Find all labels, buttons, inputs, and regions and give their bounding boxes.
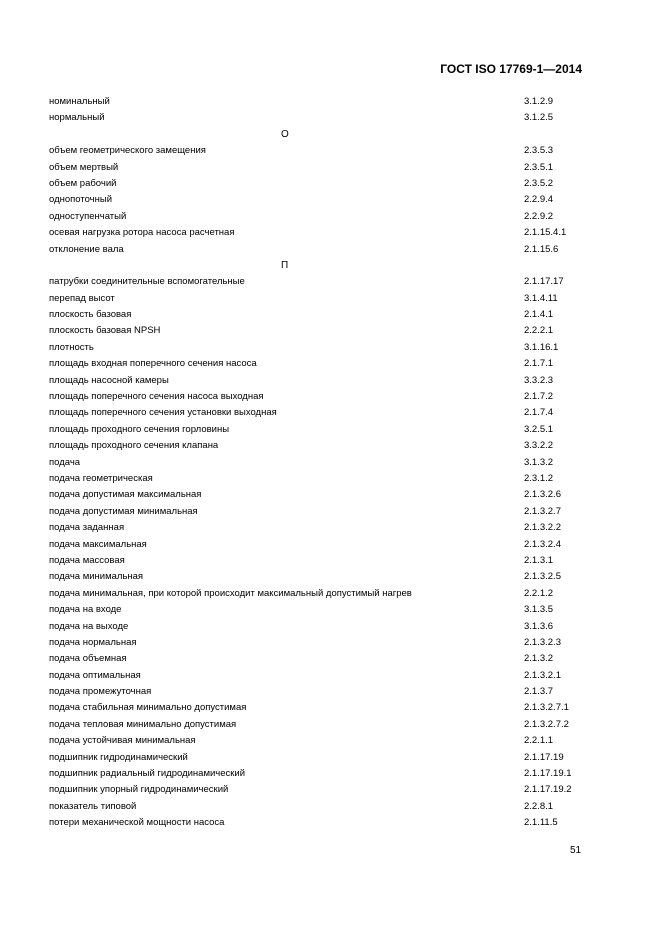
index-reference-number: 2.1.3.2.1: [524, 669, 561, 681]
index-entry: [49, 176, 589, 192]
index-term: подача минимальная: [49, 571, 144, 583]
index-term: патрубки соединительные вспомогательные: [49, 276, 245, 288]
index-entry: [49, 471, 589, 487]
index-term: объем геометрического замещения: [49, 145, 206, 157]
index-term: объем мертвый: [49, 161, 119, 173]
index-reference-number: 2.1.17.19.1: [524, 768, 572, 780]
index-term: подача на входе: [49, 604, 122, 616]
index-term: объем рабочий: [49, 177, 117, 189]
index-reference-number: 3.1.3.5: [524, 604, 554, 616]
index-reference-number: 2.1.3.2.5: [524, 571, 561, 583]
index-reference-number: 2.1.15.6: [524, 243, 559, 255]
index-term: подача устойчивая минимальная: [49, 735, 196, 747]
index-reference-number: 2.1.3.7: [524, 686, 554, 698]
index-term: площадь поперечного сечения установки выходная: [49, 407, 277, 419]
index-entry: [49, 700, 589, 716]
index-entry: [49, 110, 589, 126]
index-reference-number: 2.1.3.2.7.1: [524, 702, 569, 714]
index-reference-number: 2.3.5.1: [524, 161, 554, 173]
index-reference-number: 2.1.4.1: [524, 309, 554, 321]
index-term: площадь проходного сечения горловины: [49, 423, 230, 435]
index-entry: [49, 225, 589, 241]
index-entry: [49, 586, 589, 602]
index-reference-number: 3.3.2.2: [524, 440, 554, 452]
index-term: потери механической мощности насоса: [49, 817, 225, 829]
index-entry: [49, 684, 589, 700]
index-reference-number: 2.1.3.2.7.2: [524, 718, 569, 730]
index-term: площадь входная поперечного сечения насоса: [49, 358, 257, 370]
index-term: однопоточный: [49, 194, 113, 206]
index-term: перепад высот: [49, 292, 115, 304]
index-term: номинальный: [49, 96, 110, 107]
index-term: площадь поперечного сечения насоса выходная: [49, 391, 264, 403]
index-entry: [49, 520, 589, 536]
index-entry: [49, 651, 589, 667]
index-entry: [49, 373, 589, 389]
index-term: подача минимальная, при которой происходит максимальный допустимый нагрев: [49, 587, 412, 599]
index-term: одноступенчатый: [49, 210, 127, 222]
index-entry: [49, 569, 589, 585]
index-entry: [49, 782, 589, 798]
index-entry: [49, 766, 589, 782]
index-reference-number: 3.1.4.11: [524, 292, 558, 304]
index-reference-number: 2.3.5.2: [524, 177, 554, 189]
index-reference-number: 2.1.11.5: [524, 817, 558, 829]
index-reference-number: 2.1.7.2: [524, 391, 554, 403]
index-reference-number: 2.1.3.2.3: [524, 636, 561, 648]
index-entry: [49, 405, 589, 421]
index-reference-number: 3.1.3.6: [524, 620, 554, 632]
index-reference-number: 3.1.16.1: [524, 341, 559, 353]
index-reference-number: 2.2.8.1: [524, 800, 554, 812]
index-entry: [49, 733, 589, 749]
index-entry: [49, 668, 589, 684]
index-reference-number: 2.1.3.2.2: [524, 522, 561, 534]
index-entry: [49, 750, 589, 766]
index-entry: [49, 356, 589, 372]
index-entry: [49, 323, 589, 339]
index-reference-number: 2.1.15.4.1: [524, 227, 567, 239]
index-term: подача допустимая минимальная: [49, 505, 198, 517]
index-letter-heading: [49, 127, 589, 143]
index-term: площадь насосной камеры: [49, 374, 169, 386]
index-entry: [49, 635, 589, 651]
index-reference-number: 2.3.5.3: [524, 145, 554, 157]
index-reference-number: 3.1.3.2: [524, 456, 554, 468]
index-entry: [49, 815, 589, 831]
index-term: нормальный: [49, 112, 105, 124]
index-entry: [49, 209, 589, 225]
index-term: подача объемная: [49, 653, 127, 665]
index-reference-number: 2.1.3.1: [524, 554, 554, 566]
index-reference-number: 2.1.17.17: [524, 276, 564, 288]
index-term: подшипник радиальный гидродинамический: [49, 768, 246, 780]
index-term: показатель типовой: [49, 800, 137, 812]
index-reference-number: 2.2.2.1: [524, 325, 554, 337]
index-term: подача промежуточная: [49, 686, 152, 698]
index-entry: [49, 242, 589, 258]
index-reference-number: 2.2.1.1: [524, 735, 554, 747]
index-term: площадь проходного сечения клапана: [49, 440, 219, 452]
index-letter: О: [281, 128, 289, 140]
index-reference-number: 2.1.17.19.2: [524, 784, 572, 796]
index-term: подача нормальная: [49, 636, 137, 648]
index-term: подача стабильная минимально допустимая: [49, 702, 247, 714]
index-term: отклонение вала: [49, 243, 124, 255]
index-term: плотность: [49, 341, 94, 353]
index-reference-number: 3.2.5.1: [524, 423, 554, 435]
index-term: подача: [49, 456, 81, 468]
document-standard-header: ГОСТ ISO 17769-1—2014: [440, 62, 582, 76]
index-term: подшипник упорный гидродинамический: [49, 784, 229, 796]
index-reference-number: 3.3.2.3: [524, 374, 554, 386]
index-reference-number: 2.1.3.2.4: [524, 538, 561, 550]
index-reference-number: 2.1.7.4: [524, 407, 554, 419]
index-term: подача тепловая минимально допустимая: [49, 718, 237, 730]
index-entry: [49, 160, 589, 176]
index-reference-number: 2.1.17.19: [524, 751, 564, 763]
index-term: подача допустимая максимальная: [49, 489, 202, 501]
index-reference-number: 2.2.9.4: [524, 194, 554, 206]
index-entry: [49, 340, 589, 356]
index-reference-number: 2.1.7.1: [524, 358, 554, 370]
index-entry: [49, 537, 589, 553]
index-entry: [49, 602, 589, 618]
index-entry: [49, 94, 589, 110]
index-entry: [49, 389, 589, 405]
index-term: плоскость базовая NPSH: [49, 325, 161, 337]
index-entry: [49, 504, 589, 520]
index-term: подача максимальная: [49, 538, 147, 550]
index-term: подача массовая: [49, 554, 125, 566]
index-letter: П: [281, 259, 289, 271]
index-reference-number: 2.2.1.2: [524, 587, 554, 599]
index-term: плоскость базовая: [49, 309, 132, 321]
index-entry: [49, 455, 589, 471]
index-entry: [49, 291, 589, 307]
index-entry: [49, 717, 589, 733]
index-entry: [49, 438, 589, 454]
index-reference-number: 2.1.3.2: [524, 653, 554, 665]
index-entry: [49, 143, 589, 159]
index-entry: [49, 307, 589, 323]
index-letter-heading: [49, 258, 589, 274]
index-reference-number: 2.2.9.2: [524, 210, 554, 222]
index-entry: [49, 274, 589, 290]
index-entry: [49, 487, 589, 503]
index-term: осевая нагрузка ротора насоса расчетная: [49, 227, 235, 239]
index-term: подача оптимальная: [49, 669, 141, 681]
page-number: 51: [570, 845, 582, 856]
index-reference-number: 2.1.3.2.6: [524, 489, 561, 501]
index-entry: [49, 553, 589, 569]
alphabetical-term-index: [49, 94, 589, 832]
index-term: подшипник гидродинамический: [49, 751, 188, 763]
index-reference-number: 2.3.1.2: [524, 472, 554, 484]
index-reference-number: 2.1.3.2.7: [524, 505, 561, 517]
index-entry: [49, 192, 589, 208]
index-reference-number: 3.1.2.9: [524, 96, 554, 107]
index-entry: [49, 422, 589, 438]
index-reference-number: 3.1.2.5: [524, 112, 554, 124]
index-term: подача геометрическая: [49, 472, 153, 484]
index-entry: [49, 799, 589, 815]
index-term: подача на выходе: [49, 620, 129, 632]
index-entry: [49, 619, 589, 635]
index-term: подача заданная: [49, 522, 125, 534]
